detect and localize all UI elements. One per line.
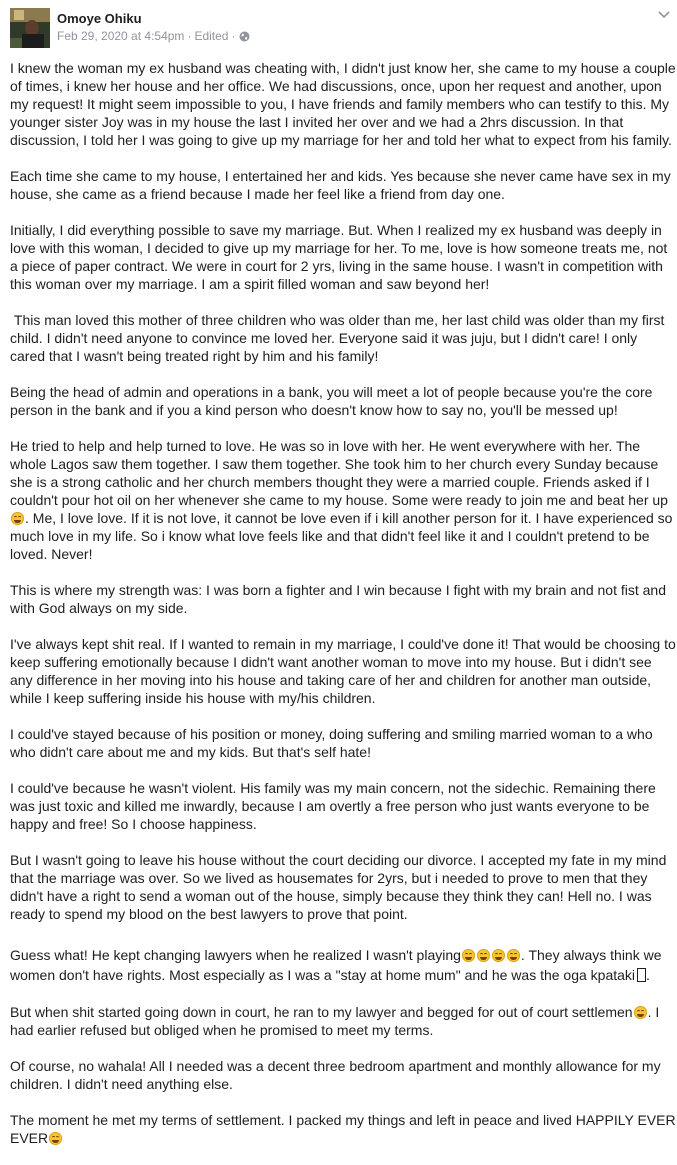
paragraph: This is where my strength was: I was born a fighter and I win because I fight with my brain and not fist and with God always on my side. — [10, 582, 666, 616]
paragraph: I could've stayed because of his position or money, doing suffering and smiling married woman to a who who didn't care about me and my kids. But that's self hate! — [10, 726, 653, 760]
post-meta — [57, 29, 250, 43]
paragraph: Being the head of admin and operations in a bank, you will meet a lot of people because you're the core person in the bank and if you a kind person who doesn't know how to say no, you'll be messed up! — [10, 384, 653, 418]
paragraph: This man loved this mother of three children who was older than me, her last child was older than my first child. I didn't need anyone to convince me loved her. Everyone said it was juju, but I didn't care! I only cared that I wasn't being treated right by him and his family! — [10, 312, 669, 364]
paragraph-text: The moment he met my terms of settlement. I packed my things and left in peace and lived HAPPILY EVER EVER — [10, 1112, 676, 1146]
post-timestamp[interactable]: Feb 29, 2020 at 4:54pm — [57, 29, 185, 43]
author-name[interactable]: Omoye Ohiku — [57, 11, 142, 26]
chevron-down-icon[interactable] — [657, 8, 671, 20]
grinning-squinting-face-icon — [492, 949, 505, 962]
paragraph: I've always kept shit real. If I wanted to remain in my marriage, I could've done it! That would be choosing to keep suffering emotionally because I didn't want another woman to move into my house. But i didn't see any difference in her moving into his house and taking care of her and children for another man outside, while I keep suffering inside his house with my/his children. — [10, 636, 676, 706]
post-header — [0, 0, 677, 56]
grinning-squinting-face-icon — [634, 1006, 647, 1019]
post-body — [10, 59, 676, 1165]
grinning-squinting-face-icon — [49, 1132, 62, 1145]
paragraph — [10, 1111, 676, 1147]
paragraph-text: . Me, I love love. If it is not love, it cannot be love even if i kill another person for it. I have experienced so much love in my life. So i know what love feels like and that didn't feel like it and I couldn't pretend to be loved. Never! — [10, 510, 673, 562]
paragraph: But I wasn't going to leave his house without the court deciding our divorce. I accepted my fate in my mind that the marriage was over. So we lived as housemates for 2yrs, but i needed to prove to men that they didn't have a right to send a woman out of the house, simply because they think they can! Hell no. I was ready to spend my blood on the best lawyers to prove that point. — [10, 852, 667, 922]
grinning-squinting-face-icon — [507, 949, 520, 962]
edited-label[interactable]: Edited — [194, 29, 229, 43]
paragraph: Each time she came to my house, I entertained her and kids. Yes because she never came have sex in my house, she came as a friend because I made her feel like a friend from day one. — [10, 168, 671, 202]
paragraph: Of course, no wahala! All I needed was a decent three bedroom apartment and monthly allowance for my children. I didn't need anything else. — [10, 1058, 661, 1092]
grinning-squinting-face-icon — [477, 949, 490, 962]
paragraph: Guess what! He kept changing lawyers when he realized I wasn't playing . They always think we women don't have rights. Most especially as I was a "stay at home mum" and he was the oga kpataki . — [10, 947, 662, 983]
missing-character-icon — [637, 968, 646, 982]
grinning-squinting-face-icon — [11, 512, 24, 525]
paragraph-text: . They always think we women don't have rights. Most especially as I was a "stay at home mum" and he was the oga kpataki — [10, 947, 662, 983]
paragraph-text: Guess what! He kept changing lawyers when he realized I wasn't playing — [10, 947, 461, 963]
paragraph — [10, 1003, 676, 1039]
paragraph-text: . I had earlier refused but obliged when he promised to meet my terms. — [10, 1004, 660, 1038]
grinning-squinting-face-icon — [462, 949, 475, 962]
meta-separator: · — [187, 29, 192, 43]
globe-icon — [239, 31, 250, 42]
paragraph-text: But when shit started going down in court, he ran to my lawyer and begged for out of court settlemen — [10, 1004, 633, 1020]
meta-separator: · — [231, 29, 236, 43]
avatar[interactable] — [10, 8, 50, 48]
paragraph-text: He tried to help and help turned to love. He was so in love with her. He went everywhere with her. The whole Lagos saw them together. I saw them together. She took him to her church every Sunday because she is a strong catholic and her church members thought they were a married couple. Friends asked if I couldn't pour hot oil on her whenever she came to my house. Some were ready to join me and beat her up — [10, 438, 668, 508]
paragraph — [10, 437, 676, 563]
paragraph: I could've because he wasn't violent. His family was my main concern, not the sidechic. Remaining there was just toxic and killed me inwardly, because I am overtly a free person who just wants everyone to be happy and free! So I choose happiness. — [10, 780, 656, 832]
paragraph: I knew the woman my ex husband was cheating with, I didn't just know her, she came to my house a couple of times, i knew her house and her office. We had discussions, once, upon her request and another, upon my request! It might seem impossible to you, I have friends and family members who can testify to this. My younger sister Joy was in my house the last I invited her over and we had a 2hrs discussion. In that discussion, I told her I was going to give up my marriage for her and told her what to expect from his family. — [10, 60, 676, 148]
paragraph: Initially, I did everything possible to save my marriage. But. When I realized my ex husband was deeply in love with this woman, I decided to give up my marriage for her. To me, love is how someone treats me, not a piece of paper contract. We were in court for 2 yrs, living in the same house. I wasn't in competition with this woman over my marriage. I am a spirit filled woman and saw beyond her! — [10, 222, 668, 292]
